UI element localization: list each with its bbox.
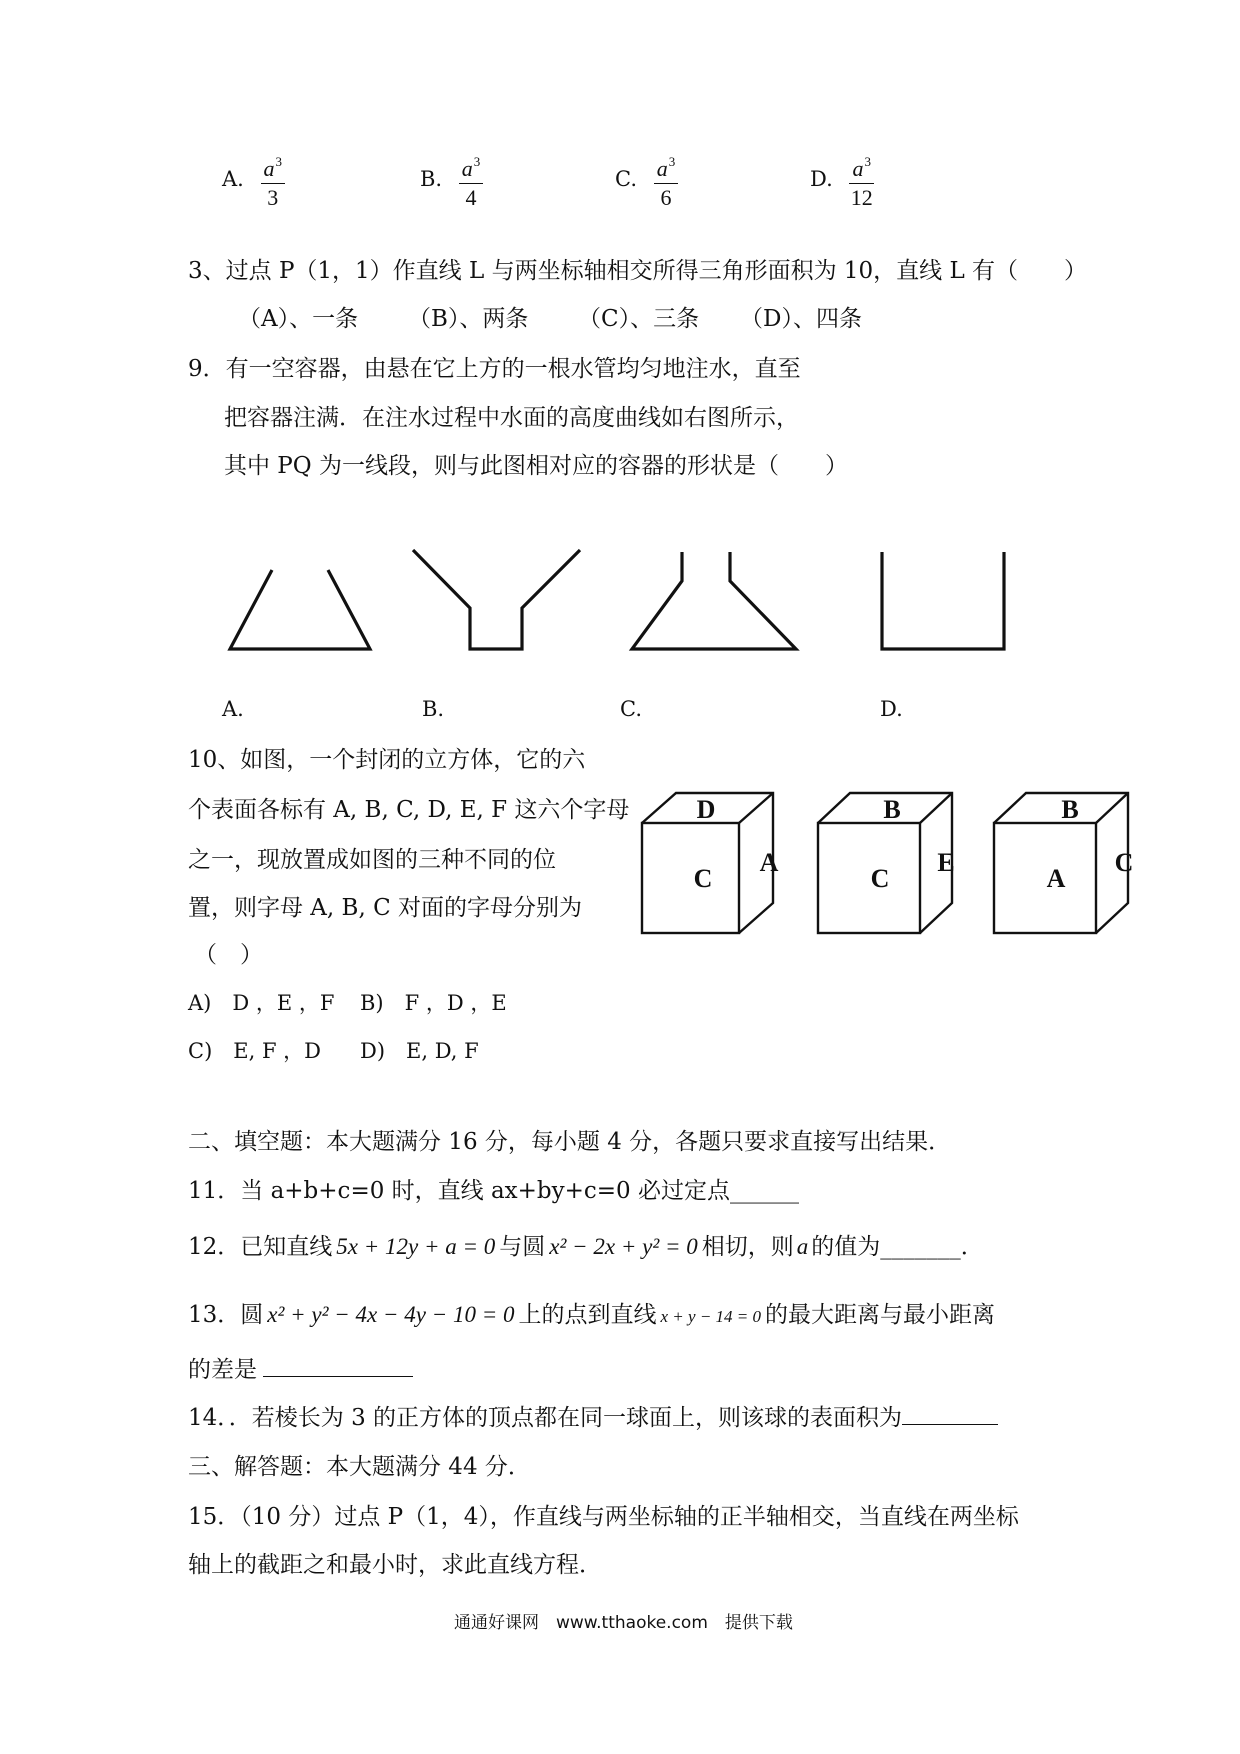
cube-2-side-label: E bbox=[937, 848, 955, 877]
option-label: A. bbox=[222, 167, 244, 191]
q10-line-4: 置，则字母 A, B, C 对面的字母分别为 bbox=[188, 895, 582, 921]
fraction: $\frac{a^3}{6}$ bbox=[654, 150, 679, 211]
q9-line-3: 其中 PQ 为一线段，则与此图相对应的容器的形状是（ ） bbox=[224, 453, 848, 479]
q11-text: 11．当 a+b+c=0 时，直线 ax+by+c=0 必过定点 bbox=[188, 1178, 731, 1204]
q9-line-2: 把容器注满．在注水过程中水面的高度曲线如右图所示， bbox=[224, 405, 799, 431]
option-label: B. bbox=[420, 167, 443, 191]
q12-circle-equation: x² − 2x + y² = 0 bbox=[549, 1234, 698, 1259]
q12-blank: _______ bbox=[880, 1234, 961, 1260]
q15-line-2: 轴上的截距之和最小时，求此直线方程． bbox=[188, 1552, 602, 1578]
fraction: $\frac{a^3}{12}$ bbox=[849, 150, 874, 211]
q9-option-label-c: C. bbox=[620, 697, 642, 721]
q15-line-1: 15．（10 分）过点 P（1，4），作直线与两坐标轴的正半轴相交，当直线在两坐标 bbox=[188, 1504, 1019, 1530]
q13-blank bbox=[263, 1376, 413, 1377]
q10-line-5: （ ） bbox=[194, 942, 263, 968]
cube-1-front-label: C bbox=[693, 864, 713, 893]
q3-option-d: （D）、四条 bbox=[740, 306, 862, 332]
q13-tail: 的最大距离与最小距离 bbox=[765, 1302, 996, 1328]
q12-period: ． bbox=[960, 1234, 984, 1260]
cube-2-top-label: B bbox=[883, 795, 901, 824]
cube-3-front-label: A bbox=[1046, 864, 1066, 893]
q3-text: 3、过点 P（1，1）作直线 L 与两坐标轴相交所得三角形面积为 10，直线 L 有（ ） bbox=[188, 258, 1088, 284]
q11-blank: ______ bbox=[730, 1178, 800, 1204]
q13-line-2 bbox=[188, 1355, 413, 1385]
q9-option-label-a: A. bbox=[222, 697, 244, 721]
cube-3-side-label: C bbox=[1114, 848, 1134, 877]
q14-blank bbox=[902, 1424, 998, 1425]
q9-option-label-d: D. bbox=[880, 697, 903, 721]
q11 bbox=[188, 1176, 799, 1206]
q10-option-c: C) E, F ，D bbox=[188, 1039, 322, 1063]
fraction: $\frac{a^3}{4}$ bbox=[459, 150, 484, 211]
cube-3-top-label: B bbox=[1061, 795, 1079, 824]
q12-prefix: 12．已知直线 bbox=[188, 1234, 333, 1260]
q13 bbox=[188, 1300, 995, 1332]
q14 bbox=[188, 1403, 998, 1433]
q12-variable: a bbox=[796, 1234, 809, 1259]
q13-circle-equation: x² + y² − 4x − 4y − 10 = 0 bbox=[267, 1302, 515, 1327]
cube-1-top-label: D bbox=[696, 795, 716, 824]
q10-option-d: D) E, D, F bbox=[360, 1039, 479, 1063]
cube-2-front-label: C bbox=[870, 864, 890, 893]
q13-line2-text: 的差是 bbox=[188, 1357, 257, 1383]
q12-tail: 相切，则 bbox=[701, 1234, 794, 1260]
q3-option-b: （B）、两条 bbox=[408, 306, 529, 332]
q12 bbox=[188, 1232, 984, 1262]
cube-1-side-label: A bbox=[759, 848, 779, 877]
q13-line-equation: x + y − 14 = 0 bbox=[660, 1307, 762, 1326]
q3-option-a: （A）、一条 bbox=[238, 306, 359, 332]
q13-mid: 上的点到直线 bbox=[518, 1302, 657, 1328]
page-footer: 通通好课网 www.tthaoke.com 提供下载 bbox=[454, 1613, 793, 1633]
q12-end: 的值为 bbox=[811, 1234, 881, 1260]
q10-line-3: 之一，现放置成如图的三种不同的位 bbox=[188, 847, 556, 873]
q14-text: 14．．若棱长为 3 的正方体的顶点都在同一球面上，则该球的表面积为 bbox=[188, 1405, 903, 1431]
q10-option-b: B) F ，D ，E bbox=[360, 991, 507, 1015]
fraction: $\frac{a^3}{3}$ bbox=[261, 150, 286, 211]
q12-line-equation: 5x + 12y + a = 0 bbox=[336, 1234, 496, 1259]
q10-line-1: 10、如图，一个封闭的立方体，它的六 bbox=[188, 747, 586, 773]
q12-mid: 与圆 bbox=[499, 1234, 546, 1260]
q9-option-label-b: B. bbox=[422, 697, 445, 721]
q3-option-c: （C）、三条 bbox=[578, 306, 700, 332]
q10-option-a: A) D ，E ，F bbox=[188, 991, 335, 1015]
option-label: D. bbox=[810, 167, 833, 191]
option-label: C. bbox=[615, 167, 637, 191]
q9-line-1: 9．有一空容器，由悬在它上方的一根水管均匀地注水，直至 bbox=[188, 356, 801, 382]
q13-prefix: 13．圆 bbox=[188, 1302, 264, 1328]
q10-line-2: 个表面各标有 A, B, C, D, E, F 这六个字母 bbox=[188, 797, 630, 823]
section-2-title: 二、填空题：本大题满分 16 分，每小题 4 分，各题只要求直接写出结果． bbox=[188, 1129, 952, 1155]
section-3-title: 三、解答题：本大题满分 44 分． bbox=[188, 1454, 531, 1480]
